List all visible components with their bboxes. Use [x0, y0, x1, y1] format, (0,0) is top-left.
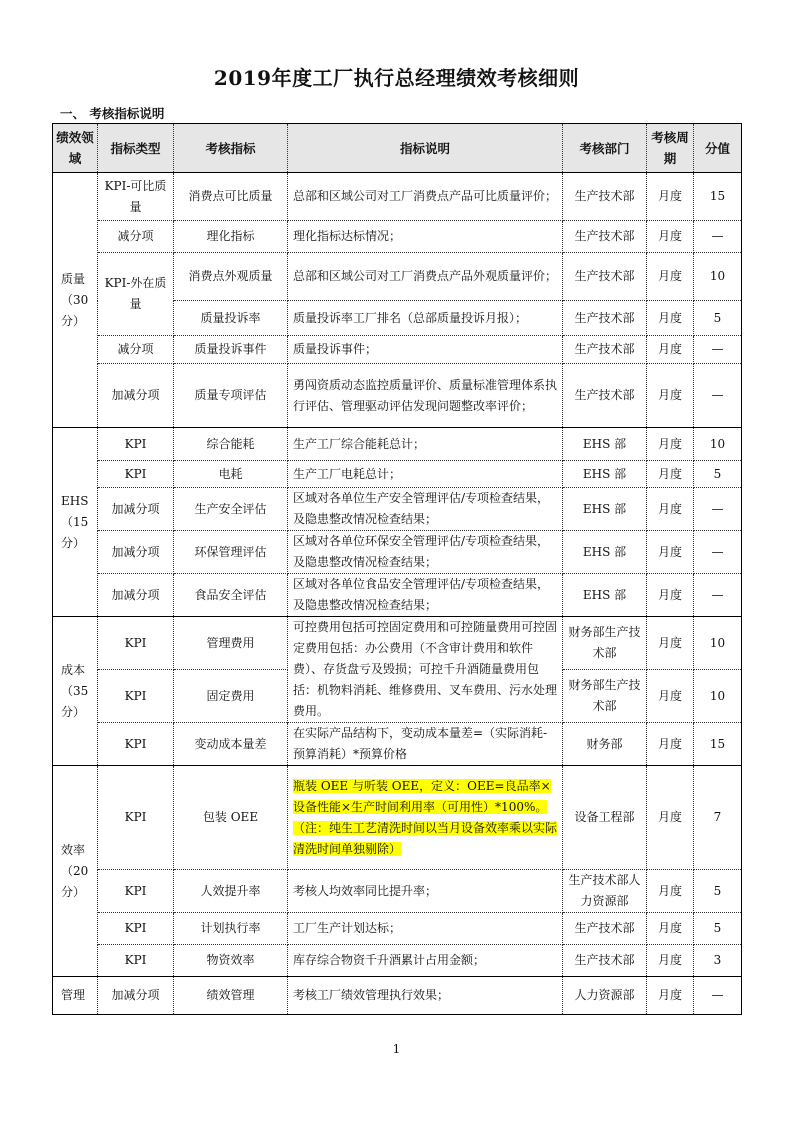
metric-name: 包装 OEE — [174, 766, 288, 870]
indicator-type: KPI — [98, 913, 174, 945]
table-row — [53, 977, 742, 1015]
department: 生产技术部 — [563, 221, 647, 253]
indicator-type: 加减分项 — [98, 364, 174, 428]
score: 15 — [694, 173, 742, 221]
metric-name: 食品安全评估 — [174, 574, 288, 617]
performance-domain: 成本（35分） — [53, 617, 98, 766]
metric-name: 质量投诉率 — [174, 301, 288, 336]
metric-description: 区域对各单位食品安全管理评估/专项检查结果，及隐患整改情况检查结果； — [288, 574, 563, 617]
cycle: 月度 — [647, 253, 694, 301]
table-row — [53, 913, 742, 945]
cycle: 月度 — [647, 574, 694, 617]
department: EHS 部 — [563, 461, 647, 488]
cycle: 月度 — [647, 488, 694, 531]
department: 设备工程部 — [563, 766, 647, 870]
metric-description — [288, 766, 563, 870]
header-score: 分值 — [694, 124, 742, 173]
indicator-type: KPI — [98, 617, 174, 670]
cycle: 月度 — [647, 173, 694, 221]
score: 5 — [694, 870, 742, 913]
metric-description: 可控费用包括可控固定费用和可控随量费用可控固定费用包括：办公费用（不含审计费用和软件费）、存货盘亏及毁损；可控千升酒随量费用包括：机物料消耗、维修费用、叉车费用、污水处理费用。 — [288, 617, 563, 723]
table-row — [53, 870, 742, 913]
header-metric: 考核指标 — [174, 124, 288, 173]
score: — — [694, 336, 742, 364]
metric-description: 考核人均效率同比提升率； — [288, 870, 563, 913]
metric-description: 生产工厂电耗总计； — [288, 461, 563, 488]
score: — — [694, 531, 742, 574]
cycle: 月度 — [647, 301, 694, 336]
metric-description: 勇闯资质动态监控质量评价、质量标准管理体系执行评估、管理驱动评估发现问题整改率评价； — [288, 364, 563, 428]
department: EHS 部 — [563, 574, 647, 617]
performance-domain: 效率（20分） — [53, 766, 98, 977]
indicator-type: KPI — [98, 870, 174, 913]
department: 财务部 — [563, 723, 647, 766]
indicator-type: 减分项 — [98, 336, 174, 364]
table-row — [53, 945, 742, 977]
header-cycle: 考核周期 — [647, 124, 694, 173]
score: 10 — [694, 253, 742, 301]
department: 生产技术部 — [563, 253, 647, 301]
table-row — [53, 428, 742, 461]
table-row — [53, 531, 742, 574]
indicator-type: KPI — [98, 723, 174, 766]
table-row — [53, 364, 742, 428]
cycle: 月度 — [647, 870, 694, 913]
table-row — [53, 488, 742, 531]
cycle: 月度 — [647, 364, 694, 428]
table-row — [53, 253, 742, 301]
highlighted-text: 瓶装 OEE 与听装 OEE，定义：OEE=良品率×设备性能×生产时间利用率（可用性）*100%。（注：纯生工艺清洗时间以当月设备效率乘以实际清洗时间单独剔除） — [293, 778, 558, 856]
metric-description: 总部和区域公司对工厂消费点产品外观质量评价； — [288, 253, 563, 301]
metric-description: 库存综合物资千升酒累计占用金额； — [288, 945, 563, 977]
score: — — [694, 221, 742, 253]
cycle: 月度 — [647, 723, 694, 766]
metric-description: 理化指标达标情况； — [288, 221, 563, 253]
metric-description: 在实际产品结构下，变动成本量差=（实际消耗-预算消耗）*预算价格 — [288, 723, 563, 766]
section-heading: 一、 考核指标说明 — [60, 106, 165, 121]
score: — — [694, 488, 742, 531]
department: 生产技术部 — [563, 364, 647, 428]
table-row — [53, 461, 742, 488]
performance-domain: EHS（15分） — [53, 428, 98, 617]
score: 15 — [694, 723, 742, 766]
department: 生产技术部人力资源部 — [563, 870, 647, 913]
department: EHS 部 — [563, 488, 647, 531]
cycle: 月度 — [647, 336, 694, 364]
table-row — [53, 574, 742, 617]
metric-name: 消费点可比质量 — [174, 173, 288, 221]
metric-description: 考核工厂绩效管理执行效果； — [288, 977, 563, 1015]
score: — — [694, 977, 742, 1015]
department: EHS 部 — [563, 531, 647, 574]
table-row — [53, 173, 742, 221]
metric-name: 管理费用 — [174, 617, 288, 670]
department: 财务部生产技术部 — [563, 670, 647, 723]
metric-name: 物资效率 — [174, 945, 288, 977]
metric-name: 计划执行率 — [174, 913, 288, 945]
metric-description: 区域对各单位环保安全管理评估/专项检查结果，及隐患整改情况检查结果； — [288, 531, 563, 574]
metric-name: 理化指标 — [174, 221, 288, 253]
metric-description: 工厂生产计划达标； — [288, 913, 563, 945]
cycle: 月度 — [647, 617, 694, 670]
cycle: 月度 — [647, 221, 694, 253]
score: — — [694, 574, 742, 617]
metric-description: 质量投诉事件； — [288, 336, 563, 364]
metric-name: 人效提升率 — [174, 870, 288, 913]
metric-name: 固定费用 — [174, 670, 288, 723]
indicator-type: KPI — [98, 945, 174, 977]
score: — — [694, 364, 742, 428]
document-title: 2019年度工厂执行总经理绩效考核细则 — [213, 66, 580, 90]
table-row — [53, 336, 742, 364]
score: 7 — [694, 766, 742, 870]
score: 10 — [694, 428, 742, 461]
department: 人力资源部 — [563, 977, 647, 1015]
metric-name: 变动成本量差 — [174, 723, 288, 766]
metric-description: 区域对各单位生产安全管理评估/专项检查结果，及隐患整改情况检查结果； — [288, 488, 563, 531]
department: 生产技术部 — [563, 173, 647, 221]
metric-name: 电耗 — [174, 461, 288, 488]
indicator-type: KPI-外在质量 — [98, 253, 174, 336]
metric-name: 质量专项评估 — [174, 364, 288, 428]
table-row — [53, 617, 742, 670]
metric-description: 总部和区域公司对工厂消费点产品可比质量评价； — [288, 173, 563, 221]
metric-name: 环保管理评估 — [174, 531, 288, 574]
page-number: 1 — [392, 1042, 401, 1056]
cycle: 月度 — [647, 531, 694, 574]
metric-description: 质量投诉率工厂排名（总部质量投诉月报）； — [288, 301, 563, 336]
score: 5 — [694, 301, 742, 336]
header-department: 考核部门 — [563, 124, 647, 173]
cycle: 月度 — [647, 670, 694, 723]
metric-name: 综合能耗 — [174, 428, 288, 461]
table-row — [53, 723, 742, 766]
header-domain: 绩效领域 — [53, 124, 98, 173]
performance-domain: 管理 — [53, 977, 98, 1015]
cycle: 月度 — [647, 913, 694, 945]
department: 生产技术部 — [563, 301, 647, 336]
indicator-type: 减分项 — [98, 221, 174, 253]
score: 10 — [694, 617, 742, 670]
header-type: 指标类型 — [98, 124, 174, 173]
table-row — [53, 221, 742, 253]
indicator-type: KPI — [98, 766, 174, 870]
indicator-type: KPI — [98, 428, 174, 461]
header-description: 指标说明 — [288, 124, 563, 173]
cycle: 月度 — [647, 766, 694, 870]
indicator-type: 加减分项 — [98, 574, 174, 617]
score: 5 — [694, 913, 742, 945]
cycle: 月度 — [647, 945, 694, 977]
department: EHS 部 — [563, 428, 647, 461]
indicator-type: KPI — [98, 670, 174, 723]
department: 财务部生产技术部 — [563, 617, 647, 670]
score: 5 — [694, 461, 742, 488]
department: 生产技术部 — [563, 913, 647, 945]
indicator-type: 加减分项 — [98, 977, 174, 1015]
indicator-type: 加减分项 — [98, 488, 174, 531]
indicator-type: KPI-可比质量 — [98, 173, 174, 221]
metric-description: 生产工厂综合能耗总计； — [288, 428, 563, 461]
department: 生产技术部 — [563, 336, 647, 364]
table-row — [53, 766, 742, 870]
indicator-type: 加减分项 — [98, 531, 174, 574]
metric-name: 质量投诉事件 — [174, 336, 288, 364]
score: 10 — [694, 670, 742, 723]
metric-name: 消费点外观质量 — [174, 253, 288, 301]
indicator-type: KPI — [98, 461, 174, 488]
kpi-table — [52, 123, 742, 1015]
metric-name: 绩效管理 — [174, 977, 288, 1015]
cycle: 月度 — [647, 977, 694, 1015]
cycle: 月度 — [647, 428, 694, 461]
score: 3 — [694, 945, 742, 977]
cycle: 月度 — [647, 461, 694, 488]
performance-domain: 质量（30分） — [53, 173, 98, 428]
department: 生产技术部 — [563, 945, 647, 977]
metric-name: 生产安全评估 — [174, 488, 288, 531]
